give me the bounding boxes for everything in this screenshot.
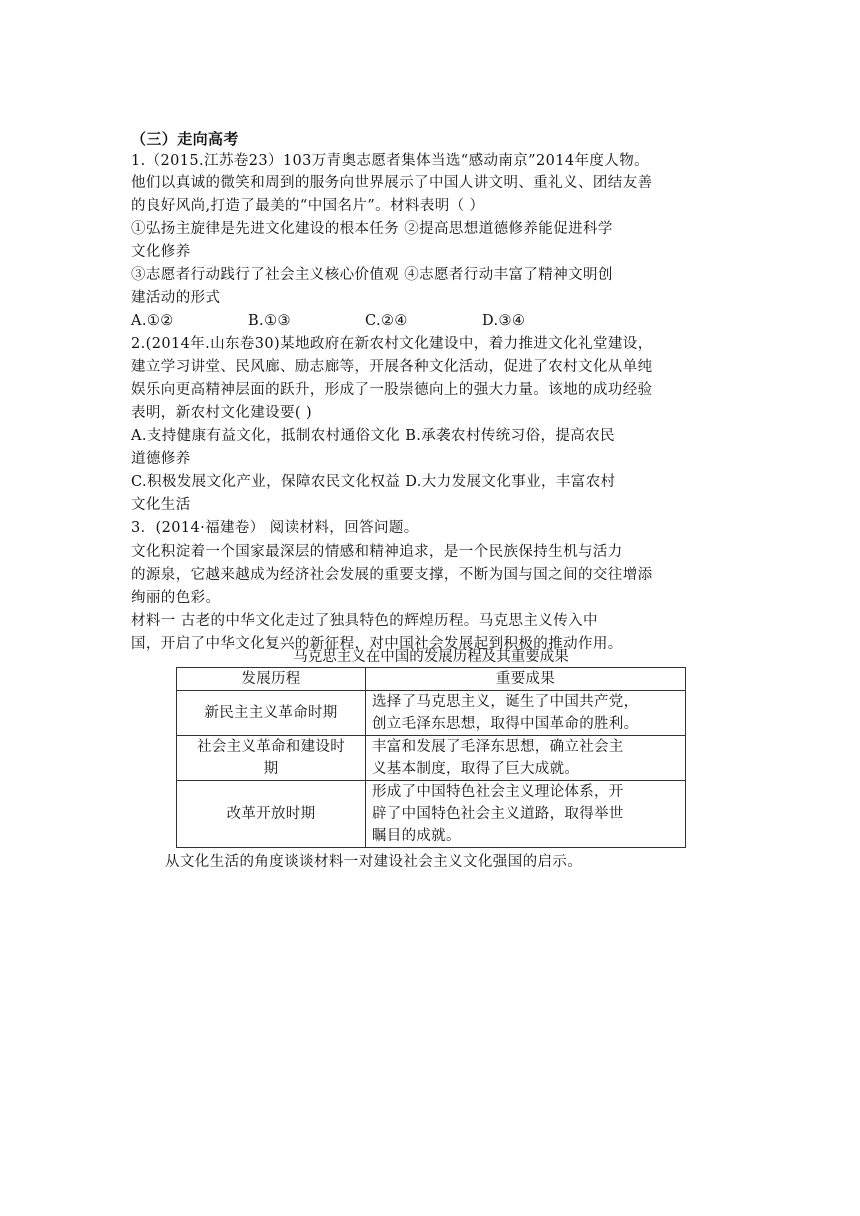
- table-cell-period: [177, 781, 366, 848]
- q3-line: 文化积淀着一个国家最深层的情感和精神追求，是一个民族保持生机与活力: [131, 544, 623, 560]
- table-header-row: [177, 668, 686, 691]
- cell-text: 创立毛泽东思想，取得中国革命的胜利。: [372, 716, 639, 732]
- table-cell-period: [177, 736, 366, 781]
- q1-options: [131, 310, 731, 332]
- q3-line: 国，开启了中华文化复兴的新征程，对中国社会发展起到积极的推动作用。: [131, 636, 623, 652]
- table-caption: 马克思主义在中国的发展历程及其重要成果: [293, 649, 569, 665]
- cell-text: 新民主主义革命时期: [204, 705, 338, 721]
- q3-header: 3．(2014·福建卷） 阅读材料，回答问题。: [131, 520, 419, 536]
- section-title: （三）走向高考: [131, 130, 239, 148]
- q1-line: ③志愿者行动践行了社会主义核心价值观 ④志愿者行动丰富了精神文明创: [131, 267, 613, 283]
- table-cell-result: [366, 781, 686, 848]
- table-row: [177, 736, 686, 781]
- q2-line: 2.(2014年.山东卷30)某地政府在新农村文化建设中，着力推进文化礼堂建设，: [131, 336, 653, 352]
- table-row: [177, 781, 686, 848]
- q1-option-c: C.②④: [365, 313, 408, 329]
- q1-line: 文化修养: [131, 244, 191, 260]
- table-cell-result: [366, 691, 686, 736]
- q1-option-b: B.①③: [248, 313, 291, 329]
- q3-line: 绚丽的色彩。: [131, 590, 221, 606]
- q2-line: 表明，新农村文化建设要( ): [131, 405, 313, 421]
- cell-text: 丰富和发展了毛泽东思想，确立社会主: [372, 739, 624, 755]
- q2-line: 娱乐向更高精神层面的跃升，形成了一股崇德向上的强大力量。该地的成功经验: [131, 382, 653, 398]
- q1-option-d: D.③④: [482, 313, 526, 329]
- cell-text: 选择了马克思主义，诞生了中国共产党，: [372, 694, 639, 710]
- table-header-cell: 发展历程: [177, 668, 366, 691]
- q2-line: C.积极发展文化产业，保障农民文化权益 D.大力发展文化事业，丰富农村: [131, 474, 616, 490]
- table-row: [177, 691, 686, 736]
- q1-line: 1.（2015.江苏卷23）103万青奥志愿者集体当选“感动南京”2014年度人物。: [131, 153, 649, 169]
- cell-text: 义基本制度，取得了巨大成就。: [372, 761, 580, 777]
- cell-text: 形成了中国特色社会主义理论体系，开: [372, 784, 624, 800]
- cell-text: 期: [263, 761, 279, 777]
- development-table: [176, 667, 686, 848]
- q3-question: 从文化生活的角度谈谈材料一对建设社会主义文化强国的启示。: [165, 854, 583, 870]
- q2-line: A.支持健康有益文化，抵制农村通俗文化 B.承袭农村传统习俗，提高农民: [131, 428, 615, 444]
- table-cell-result: [366, 736, 686, 781]
- q1-option-a: A.①②: [131, 313, 174, 329]
- q1-line: 的良好风尚,打造了最美的“中国名片”。材料表明（ ）: [131, 198, 485, 214]
- q1-line: ①弘扬主旋律是先进文化建设的根本任务 ②提高思想道德修养能促进科学: [131, 221, 613, 237]
- q2-line: 文化生活: [131, 497, 191, 513]
- cell-text: 辟了中国特色社会主义道路，取得举世: [372, 806, 624, 822]
- q2-line: 道德修养: [131, 451, 191, 467]
- cell-text: 改革开放时期: [226, 806, 316, 822]
- cell-text: 社会主义革命和建设时: [197, 739, 345, 755]
- q3-line: 的源泉，它越来越成为经济社会发展的重要支撑，不断为国与国之间的交往增添: [131, 567, 653, 583]
- cell-text: 瞩目的成就。: [372, 828, 461, 844]
- table-cell-period: [177, 691, 366, 736]
- table-header-cell: 重要成果: [366, 668, 686, 691]
- q1-line: 他们以真诚的微笑和周到的服务向世界展示了中国人讲文明、重礼义、团结友善: [131, 175, 653, 191]
- q3-line: 材料一 古老的中华文化走过了独具特色的辉煌历程。马克思主义传入中: [131, 613, 598, 629]
- q1-line: 建活动的形式: [131, 290, 221, 306]
- q2-line: 建立学习讲堂、民风廊、励志廊等，开展各种文化活动，促进了农村文化从单纯: [131, 359, 653, 375]
